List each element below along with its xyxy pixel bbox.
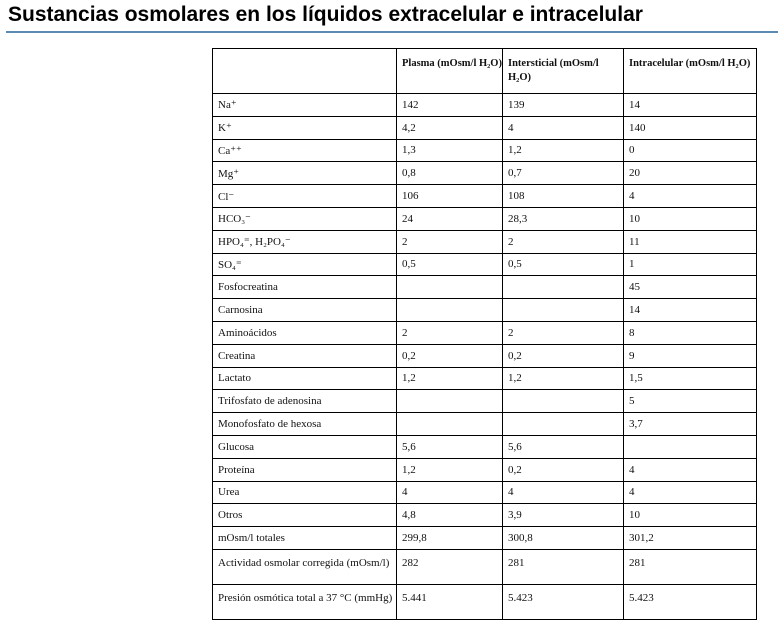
table-row xyxy=(213,230,757,253)
cell-interstitial: 2 xyxy=(503,321,624,344)
cell-substance: Carnosina xyxy=(213,299,397,322)
cell-interstitial: 28,3 xyxy=(503,207,624,230)
cell-plasma: 106 xyxy=(397,185,503,208)
cell-plasma: 1,2 xyxy=(397,367,503,390)
cell-intracellular: 0 xyxy=(624,139,757,162)
table-row xyxy=(213,458,757,481)
cell-intracellular: 4 xyxy=(624,458,757,481)
cell-interstitial: 1,2 xyxy=(503,139,624,162)
table-row xyxy=(213,435,757,458)
cell-interstitial: 281 xyxy=(503,549,624,584)
cell-substance: Na⁺ xyxy=(213,94,397,117)
table-row xyxy=(213,116,757,139)
cell-substance: Presión osmótica total a 37 °C (mmHg) xyxy=(213,584,397,619)
title-underline xyxy=(6,31,778,33)
cell-substance: Mg⁺ xyxy=(213,162,397,185)
cell-interstitial: 2 xyxy=(503,230,624,253)
table-row xyxy=(213,253,757,276)
cell-substance: Fosfocreatina xyxy=(213,276,397,299)
table-row xyxy=(213,481,757,504)
cell-interstitial: 4 xyxy=(503,481,624,504)
table-header-row xyxy=(213,49,757,94)
cell-intracellular xyxy=(624,435,757,458)
cell-substance: Ca⁺⁺ xyxy=(213,139,397,162)
page-title: Sustancias osmolares en los líquidos extracelular e intracelular xyxy=(8,3,643,26)
cell-substance: Glucosa xyxy=(213,435,397,458)
cell-substance: mOsm/l totales xyxy=(213,527,397,550)
cell-substance: Trifosfato de adenosina xyxy=(213,390,397,413)
cell-intracellular: 5 xyxy=(624,390,757,413)
cell-intracellular: 45 xyxy=(624,276,757,299)
cell-plasma: 0,2 xyxy=(397,344,503,367)
header-cell-plasma: Plasma (mOsm/l H₂O) xyxy=(397,49,503,94)
cell-substance: Urea xyxy=(213,481,397,504)
cell-intracellular: 8 xyxy=(624,321,757,344)
cell-interstitial: 139 xyxy=(503,94,624,117)
table-row xyxy=(213,527,757,550)
table-row xyxy=(213,207,757,230)
cell-interstitial: 1,2 xyxy=(503,367,624,390)
cell-substance: HCO₃⁻ xyxy=(213,207,397,230)
table-row xyxy=(213,185,757,208)
osmolar-substances-table xyxy=(212,48,757,620)
cell-interstitial xyxy=(503,413,624,436)
cell-interstitial: 4 xyxy=(503,116,624,139)
cell-substance: SO₄⁼ xyxy=(213,253,397,276)
cell-intracellular: 4 xyxy=(624,481,757,504)
cell-plasma: 4 xyxy=(397,481,503,504)
table-row xyxy=(213,162,757,185)
cell-interstitial: 0,2 xyxy=(503,344,624,367)
cell-interstitial: 300,8 xyxy=(503,527,624,550)
table-row xyxy=(213,276,757,299)
cell-interstitial: 0,7 xyxy=(503,162,624,185)
cell-interstitial: 108 xyxy=(503,185,624,208)
table-row xyxy=(213,584,757,619)
cell-substance: Aminoácidos xyxy=(213,321,397,344)
table-row xyxy=(213,344,757,367)
cell-plasma: 142 xyxy=(397,94,503,117)
cell-intracellular: 281 xyxy=(624,549,757,584)
cell-interstitial: 0,5 xyxy=(503,253,624,276)
cell-plasma xyxy=(397,413,503,436)
cell-plasma: 4,2 xyxy=(397,116,503,139)
cell-intracellular: 5.423 xyxy=(624,584,757,619)
cell-substance: Lactato xyxy=(213,367,397,390)
cell-substance: Proteína xyxy=(213,458,397,481)
table-row xyxy=(213,390,757,413)
table-row xyxy=(213,367,757,390)
table-row xyxy=(213,299,757,322)
cell-interstitial: 3,9 xyxy=(503,504,624,527)
cell-plasma: 24 xyxy=(397,207,503,230)
cell-intracellular: 20 xyxy=(624,162,757,185)
cell-intracellular: 10 xyxy=(624,504,757,527)
table-row xyxy=(213,549,757,584)
cell-plasma: 282 xyxy=(397,549,503,584)
table-row xyxy=(213,139,757,162)
cell-plasma: 1,3 xyxy=(397,139,503,162)
cell-substance: Otros xyxy=(213,504,397,527)
cell-interstitial xyxy=(503,299,624,322)
header-cell-substance xyxy=(213,49,397,94)
cell-plasma: 299,8 xyxy=(397,527,503,550)
cell-plasma: 5.441 xyxy=(397,584,503,619)
cell-interstitial xyxy=(503,276,624,299)
cell-intracellular: 10 xyxy=(624,207,757,230)
cell-interstitial: 5,6 xyxy=(503,435,624,458)
cell-intracellular: 14 xyxy=(624,299,757,322)
cell-intracellular: 9 xyxy=(624,344,757,367)
cell-plasma xyxy=(397,390,503,413)
table-row xyxy=(213,321,757,344)
cell-intracellular: 11 xyxy=(624,230,757,253)
cell-intracellular: 4 xyxy=(624,185,757,208)
cell-plasma: 0,8 xyxy=(397,162,503,185)
table-row xyxy=(213,413,757,436)
cell-interstitial: 0,2 xyxy=(503,458,624,481)
cell-intracellular: 3,7 xyxy=(624,413,757,436)
cell-substance: Cl⁻ xyxy=(213,185,397,208)
cell-substance: HPO₄⁼, H₂PO₄⁻ xyxy=(213,230,397,253)
cell-plasma: 2 xyxy=(397,321,503,344)
table-row xyxy=(213,504,757,527)
cell-interstitial xyxy=(503,390,624,413)
cell-plasma xyxy=(397,276,503,299)
cell-intracellular: 1 xyxy=(624,253,757,276)
cell-intracellular: 1,5 xyxy=(624,367,757,390)
table-row xyxy=(213,94,757,117)
cell-intracellular: 140 xyxy=(624,116,757,139)
header-cell-interstitial: Intersticial (mOsm/l H₂O) xyxy=(503,49,624,94)
cell-intracellular: 14 xyxy=(624,94,757,117)
cell-plasma xyxy=(397,299,503,322)
cell-intracellular: 301,2 xyxy=(624,527,757,550)
cell-plasma: 0,5 xyxy=(397,253,503,276)
cell-plasma: 1,2 xyxy=(397,458,503,481)
cell-substance: Monofosfato de hexosa xyxy=(213,413,397,436)
cell-interstitial: 5.423 xyxy=(503,584,624,619)
cell-substance: Creatina xyxy=(213,344,397,367)
cell-plasma: 5,6 xyxy=(397,435,503,458)
cell-plasma: 4,8 xyxy=(397,504,503,527)
cell-plasma: 2 xyxy=(397,230,503,253)
cell-substance: Actividad osmolar corregida (mOsm/l) xyxy=(213,549,397,584)
header-cell-intracellular: Intracelular (mOsm/l H₂O) xyxy=(624,49,757,94)
cell-substance: K⁺ xyxy=(213,116,397,139)
